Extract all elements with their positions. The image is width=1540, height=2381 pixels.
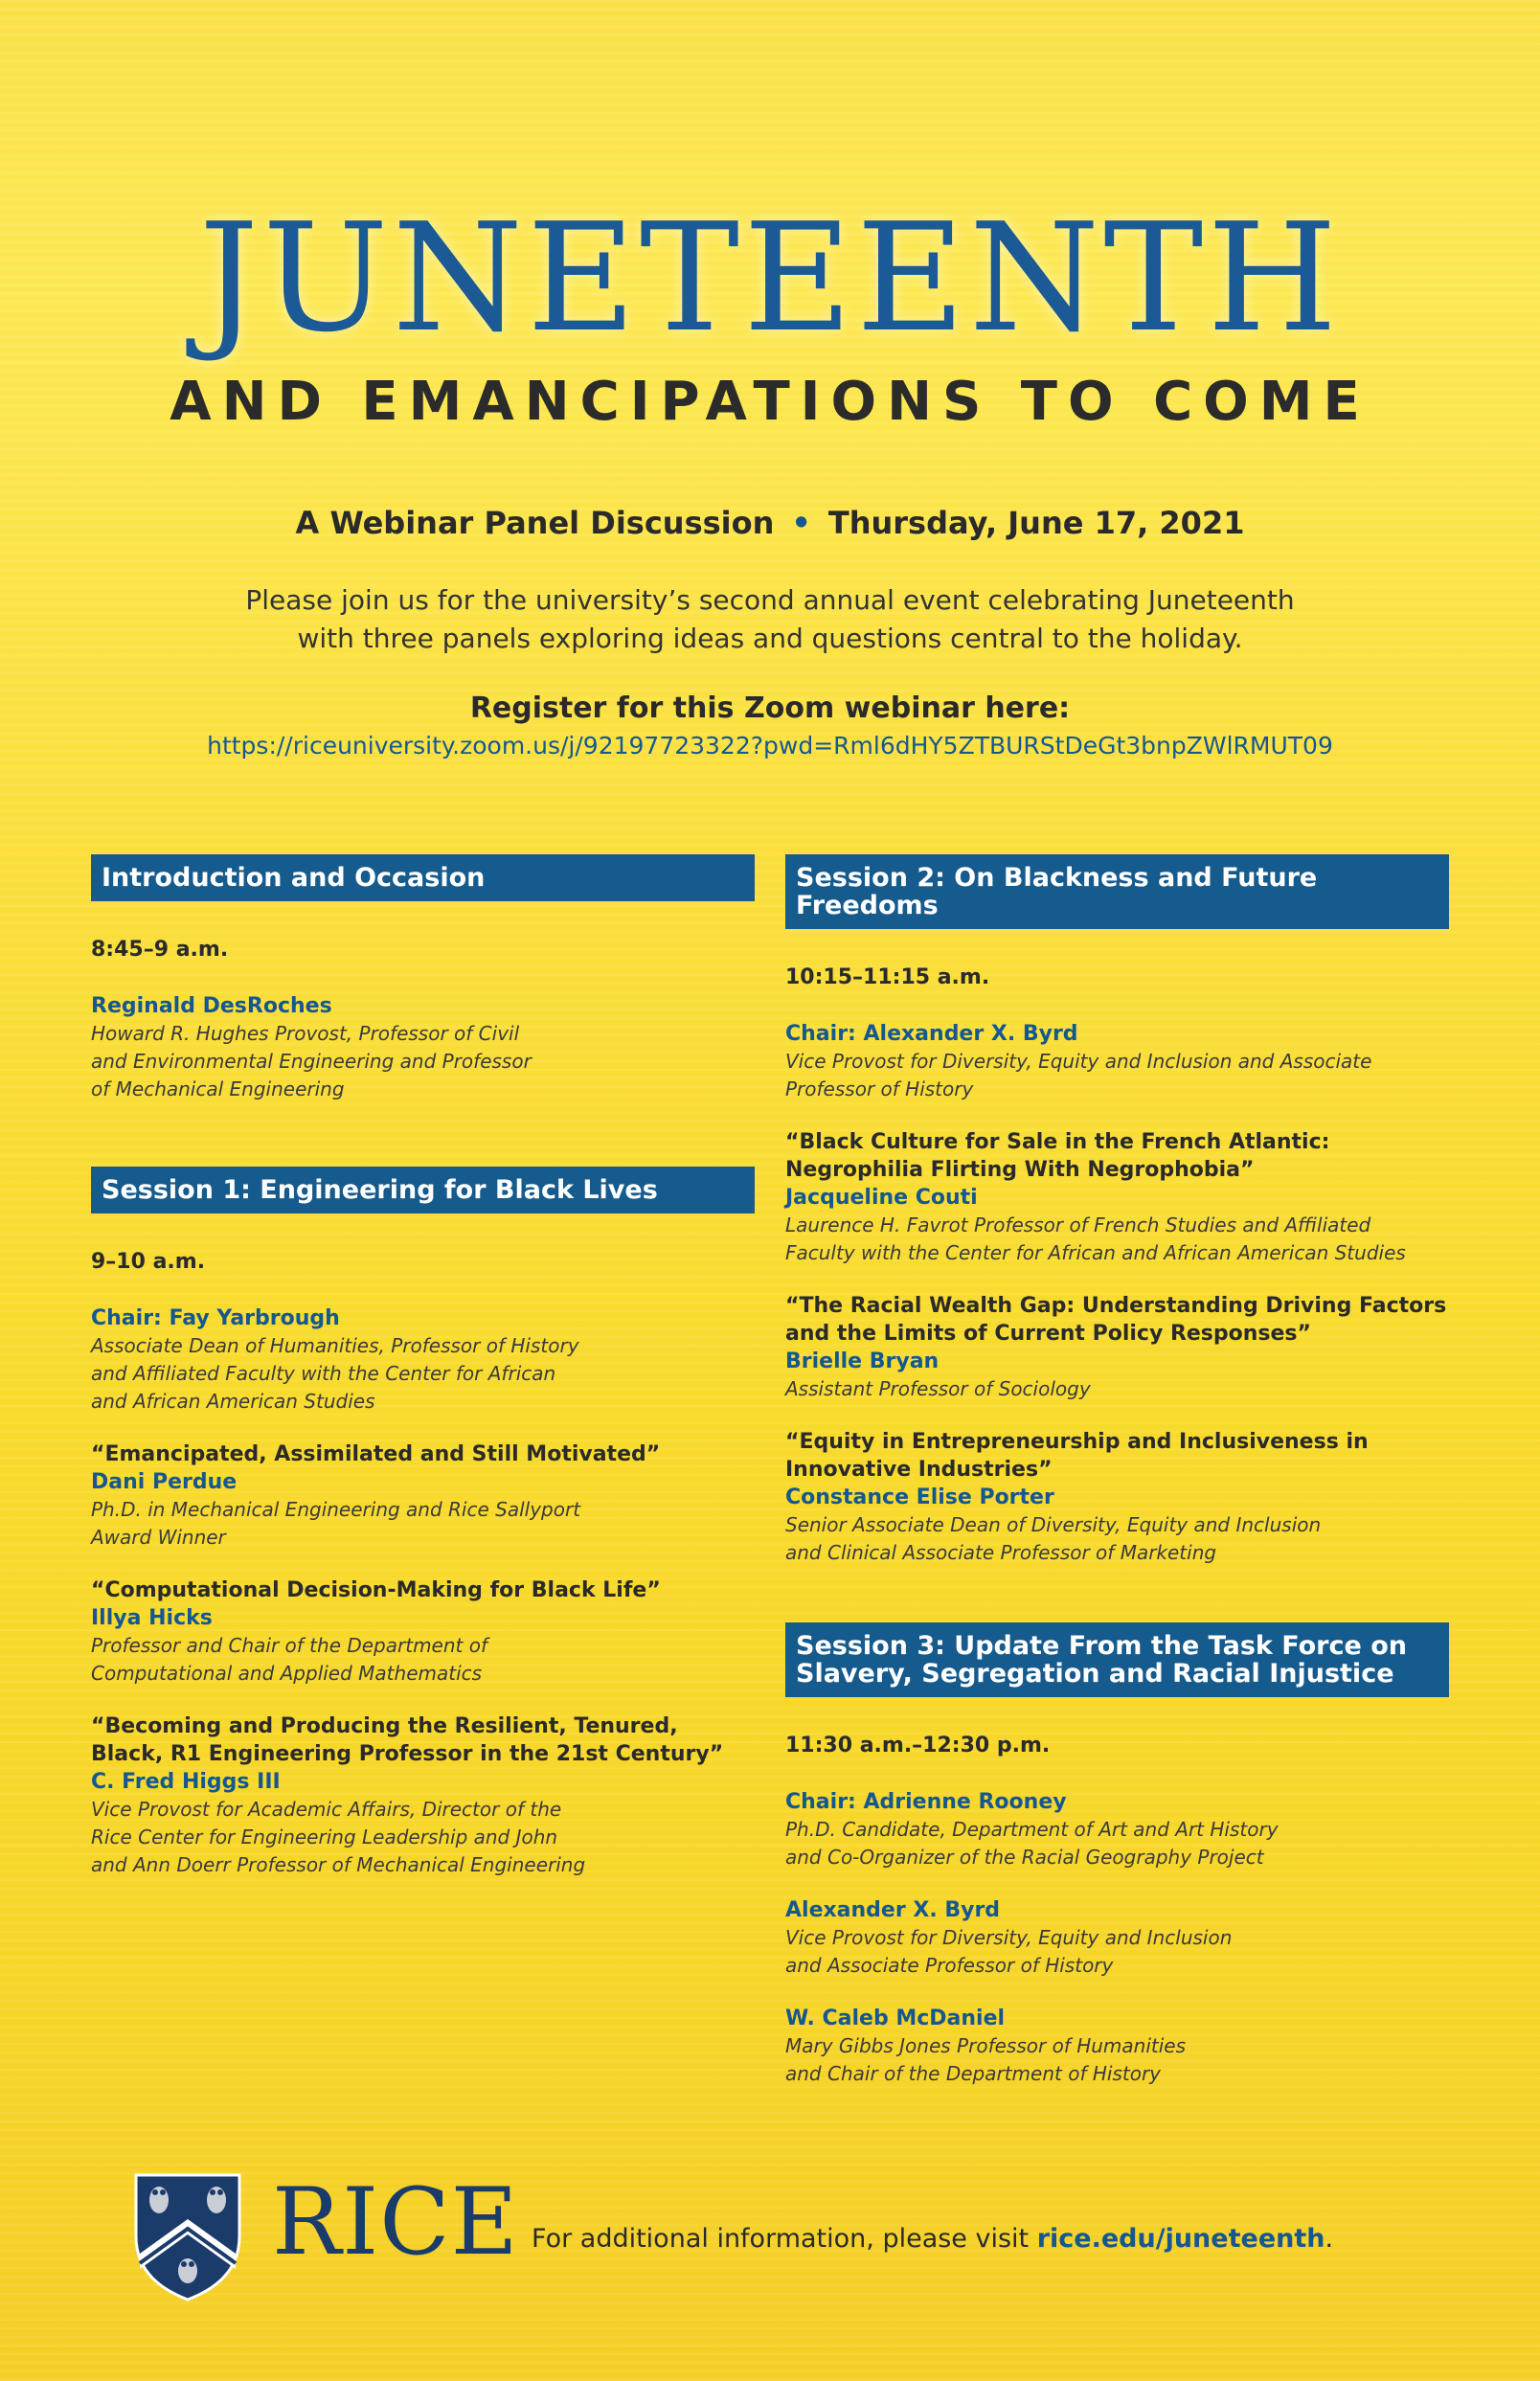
session-time: 8:45–9 a.m. <box>91 938 229 962</box>
talk-title: Negrophilia Flirting With Negrophobia” <box>785 1158 1255 1182</box>
speaker-list <box>91 1304 755 1879</box>
speaker-title: and Co-Organizer of the Racial Geography Project <box>785 1846 1264 1869</box>
speaker-entry <box>785 1428 1449 1567</box>
page-title: JUNETEENTH <box>198 191 1342 365</box>
speaker-title: Award Winner <box>91 1526 226 1549</box>
intro-line: Please join us for the university’s second annual event celebrating Juneteenth <box>245 584 1295 616</box>
speaker-entry <box>785 1788 1449 1871</box>
rice-shield-logo <box>130 2169 245 2303</box>
session-time: 9–10 a.m. <box>91 1250 206 1274</box>
speaker-list <box>785 1020 1449 1567</box>
speaker-title: Ph.D. in Mechanical Engineering and Rice Sallyport <box>91 1498 581 1521</box>
talk-title: “Emancipated, Assimilated and Still Motivated” <box>91 1442 661 1466</box>
speaker-entry <box>91 992 755 1103</box>
speaker-title: Professor and Chair of the Department of <box>91 1634 488 1657</box>
talk-title: “Computational Decision-Making for Black Life” <box>91 1578 661 1602</box>
speaker-title: Senior Associate Dean of Diversity, Equity and Inclusion <box>785 1513 1322 1536</box>
right-column <box>785 854 1449 2113</box>
footer-period: . <box>1325 2224 1334 2254</box>
speaker-title: of Mechanical Engineering <box>91 1077 345 1100</box>
intro-line: with three panels exploring ideas and questions central to the holiday. <box>297 623 1243 654</box>
talk-title: “The Racial Wealth Gap: Understanding Driving Factors <box>785 1294 1447 1318</box>
speaker-title: Faculty with the Center for African and African American Studies <box>785 1241 1406 1264</box>
event-date: Thursday, June 17, 2021 <box>827 505 1245 541</box>
footer-link[interactable]: rice.edu/juneteenth <box>1036 2224 1325 2254</box>
speaker-entry <box>785 2005 1449 2088</box>
speaker-title: and Environmental Engineering and Professor <box>91 1050 532 1073</box>
speaker-title: Computational and Applied Mathematics <box>91 1662 483 1685</box>
speaker-title: Howard R. Hughes Provost, Professor of Civil <box>91 1022 520 1045</box>
speaker-title: and Clinical Associate Professor of Marketing <box>785 1541 1217 1564</box>
footer-text: For additional information, please visit <box>532 2224 1037 2254</box>
talk-title: Black, R1 Engineering Professor in the 21st Century” <box>91 1742 724 1766</box>
speaker-title: and African American Studies <box>91 1390 375 1413</box>
section-heading-session-2: Session 2: On Blackness and Future Freedoms <box>785 854 1449 929</box>
speaker-name: Brielle Bryan <box>785 1349 940 1373</box>
speaker-name: C. Fred Higgs III <box>91 1770 281 1794</box>
speaker-name: Dani Perdue <box>91 1470 238 1494</box>
talk-title: “Becoming and Producing the Resilient, Tenured, <box>91 1714 678 1738</box>
register-label: Register for this Zoom webinar here: <box>469 692 1071 725</box>
speaker-title: Assistant Professor of Sociology <box>785 1377 1091 1400</box>
speaker-title: Professor of History <box>785 1077 974 1100</box>
speaker-name: Constance Elise Porter <box>785 1485 1054 1509</box>
talk-title: “Equity in Entrepreneurship and Inclusiveness in <box>785 1430 1369 1454</box>
section-heading-session-3 <box>785 1622 1449 1697</box>
session-time: 11:30 a.m.–12:30 p.m. <box>785 1734 1051 1757</box>
speaker-title: Associate Dean of Humanities, Professor of History <box>91 1334 579 1357</box>
talk-title: and the Limits of Current Policy Responses” <box>785 1322 1311 1346</box>
event-tagline <box>0 505 1540 541</box>
speaker-title: and Chair of the Department of History <box>785 2062 1162 2085</box>
heading-line: Session 3: Update From the Task Force on <box>796 1631 1407 1661</box>
speaker-title: Ph.D. Candidate, Department of Art and Art History <box>785 1818 1279 1841</box>
speaker-entry <box>91 1576 755 1688</box>
speaker-name: Chair: Adrienne Rooney <box>785 1790 1067 1814</box>
talk-title: Innovative Industries” <box>785 1458 1053 1482</box>
speaker-title: Vice Provost for Diversity, Equity and Inclusion and Associate <box>785 1050 1372 1073</box>
speaker-title: Vice Provost for Academic Affairs, Director of the <box>91 1798 562 1821</box>
speaker-name: Jacqueline Couti <box>785 1186 978 1210</box>
section-heading-introduction: Introduction and Occasion <box>91 854 755 901</box>
zoom-webinar-link[interactable]: https://riceuniversity.zoom.us/j/92197723322?pwd=Rml6dHY5ZTBURStDeGt3bnpZWlRMUT09 <box>207 732 1333 760</box>
heading-line: Slavery, Segregation and Racial Injustice <box>796 1659 1394 1689</box>
speaker-entry <box>785 1128 1449 1267</box>
footer-note <box>532 2224 1333 2254</box>
speaker-list <box>91 992 755 1103</box>
speaker-title: Rice Center for Engineering Leadership and John <box>91 1825 558 1848</box>
page-subtitle: AND EMANCIPATIONS TO COME <box>170 371 1370 433</box>
speaker-title: Vice Provost for Diversity, Equity and Inclusion <box>785 1926 1233 1949</box>
speaker-list <box>785 1788 1449 2088</box>
session-time: 10:15–11:15 a.m. <box>785 965 990 989</box>
left-column <box>91 854 755 1904</box>
speaker-name: Alexander X. Byrd <box>785 1898 1001 1922</box>
intro-paragraph <box>0 581 1540 658</box>
speaker-name: Chair: Fay Yarbrough <box>91 1306 340 1330</box>
speaker-title: and Affiliated Faculty with the Center for African <box>91 1362 556 1385</box>
section-heading-session-1: Session 1: Engineering for Black Lives <box>91 1167 755 1213</box>
speaker-name: Illya Hicks <box>91 1606 213 1630</box>
bullet-separator: • <box>791 505 811 541</box>
speaker-title: Laurence H. Favrot Professor of French Studies and Affiliated <box>785 1213 1371 1236</box>
speaker-name: W. Caleb McDaniel <box>785 2007 1006 2030</box>
speaker-entry <box>785 1292 1449 1403</box>
talk-title: “Black Culture for Sale in the French Atlantic: <box>785 1130 1330 1154</box>
speaker-entry <box>91 1440 755 1552</box>
speaker-title: Mary Gibbs Jones Professor of Humanities <box>785 2034 1187 2057</box>
speaker-entry <box>91 1712 755 1879</box>
rice-wordmark: RICE <box>272 2168 519 2276</box>
speaker-name: Reginald DesRoches <box>91 994 332 1018</box>
event-format: A Webinar Panel Discussion <box>295 505 775 541</box>
speaker-title: and Ann Doerr Professor of Mechanical Engineering <box>91 1853 586 1876</box>
speaker-entry <box>785 1896 1449 1980</box>
speaker-entry <box>91 1304 755 1416</box>
speaker-entry <box>785 1020 1449 1103</box>
speaker-name: Chair: Alexander X. Byrd <box>785 1022 1078 1046</box>
speaker-title: and Associate Professor of History <box>785 1954 1114 1977</box>
